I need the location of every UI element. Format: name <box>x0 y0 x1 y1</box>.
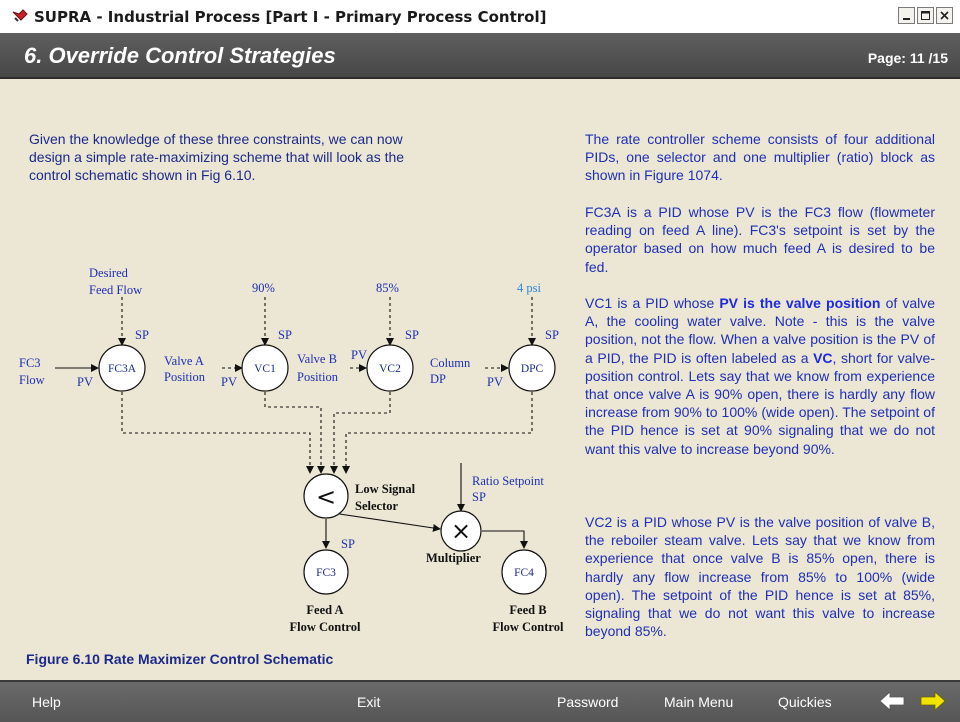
label-pv-fc3a: PV <box>77 375 93 389</box>
label-feed-a-flow-control: Flow Control <box>289 620 361 634</box>
label-sp-fc3: SP <box>341 537 355 551</box>
node-fc3-label: FC3 <box>316 567 336 579</box>
label-sp-vc1: SP <box>278 328 292 342</box>
figure-caption: Figure 6.10 Rate Maximizer Control Schematic <box>26 651 334 667</box>
label-low-signal: Low Signal <box>355 482 416 496</box>
paragraph-vc1-text-e: , short for valve-position control. Lets say that we know from experience that once valve A is 90% open, there is hardly any flow increase from 90% to 100% (wide open). The setpoint of the PID hence is set at 90% signaling that we do not want this valve to increase beyond 90%. <box>585 349 935 457</box>
label-sp-90: 90% <box>252 281 275 295</box>
node-fc3a-label: FC3A <box>107 363 137 375</box>
app-icon <box>12 9 28 23</box>
node-fc4-label: FC4 <box>514 567 534 579</box>
paragraph-rate-controller: The rate controller scheme consists of four additional PIDs, one selector and one multiplier (ratio) block as shown in Figure 1074. <box>585 131 935 184</box>
label-sp-85: 85% <box>376 281 399 295</box>
paragraph-fc3a: FC3A is a PID whose PV is the FC3 flow (flowmeter reading on feed A line). FC3's setpoint is set by the operator based on how much feed A is desired to be fed. <box>585 204 935 275</box>
selector-to-multiplier <box>326 512 440 529</box>
page-indicator: Page: 11 /15 <box>867 50 948 66</box>
output-dpc <box>346 392 532 473</box>
window-title-bar <box>0 0 960 34</box>
control-schematic <box>10 255 580 645</box>
maximize-button[interactable] <box>917 7 934 24</box>
page-title: 6. Override Control Strategies <box>24 43 336 68</box>
label-feed-b: Feed B <box>509 603 547 617</box>
node-vc2-label: VC2 <box>379 363 401 375</box>
help-button[interactable]: Help <box>32 694 61 710</box>
label-desired: Desired <box>89 266 128 280</box>
label-sp-dpc: SP <box>545 328 559 342</box>
label-selector: Selector <box>355 499 399 513</box>
paragraph-vc1-emphasis-pv: PV is the valve position <box>719 295 881 311</box>
next-arrow-icon[interactable] <box>920 691 946 711</box>
paragraph-vc1-text-c: of valve A, the cooling water valve. Note - this is the valve position, not the flow. When a valve position is the PV of a PID, the PID is often labeled as a <box>585 295 935 366</box>
label-fc3-input: FC3 <box>19 356 41 370</box>
label-sp-vc2: SP <box>405 328 419 342</box>
label-feed-flow: Feed Flow <box>89 283 143 297</box>
intro-paragraph: Given the knowledge of these three constraints, we can now design a simple rate-maximizing scheme that will look as the control schematic shown in Fig 6.10. <box>29 131 405 184</box>
main-menu-button[interactable]: Main Menu <box>664 694 734 710</box>
window-title: SUPRA - Industrial Process [Part I - Primary Process Control] <box>34 8 547 26</box>
close-icon <box>937 8 952 23</box>
label-sp-ratio: SP <box>472 490 486 504</box>
label-pv-vc1: PV <box>221 375 237 389</box>
minimize-icon <box>899 8 914 23</box>
quickies-button[interactable]: Quickies <box>778 694 832 710</box>
multiplier-symbol: × <box>450 517 472 545</box>
minimize-button[interactable] <box>898 7 915 24</box>
footer-nav <box>0 680 960 722</box>
exit-button[interactable]: Exit <box>357 694 381 710</box>
label-feed-a: Feed A <box>306 603 344 617</box>
paragraph-vc2: VC2 is a PID whose PV is the valve position of valve B, the reboiler steam valve. Lets say that we know from experience that once valve B is 85% open, there is hardly any flow increase from 85% to 100% (wide open). The setpoint of the PID hence is set at 85%, signaling that we do not want this valve to increase beyond 85%. <box>585 514 935 640</box>
label-valve-b-position: Position <box>297 370 338 384</box>
node-dpc-label: DPC <box>520 363 544 375</box>
label-column-dp: DP <box>430 372 446 386</box>
back-arrow-icon[interactable] <box>879 691 905 711</box>
password-button[interactable]: Password <box>557 694 619 710</box>
label-ratio-setpoint: Ratio Setpoint <box>472 474 544 488</box>
paragraph-vc1-emphasis-vc: VC <box>813 349 833 366</box>
label-pv-vc2: PV <box>351 348 367 362</box>
multiplier-to-fc4 <box>482 531 524 548</box>
label-valve-a-position: Position <box>164 370 205 384</box>
label-feed-b-flow-control: Flow Control <box>492 620 564 634</box>
close-button[interactable] <box>936 7 953 24</box>
label-pv-dpc: PV <box>487 375 503 389</box>
label-flow-input: Flow <box>19 373 45 387</box>
node-vc1-label: VC1 <box>254 363 276 375</box>
selector-symbol: < <box>315 483 337 511</box>
label-valve-b: Valve B <box>297 352 337 366</box>
paragraph-vc1 <box>585 294 935 458</box>
label-valve-a: Valve A <box>164 354 204 368</box>
label-sp-4psi: 4 psi <box>517 281 541 295</box>
label-sp-fc3a: SP <box>135 328 149 342</box>
label-multiplier: Multiplier <box>426 551 481 565</box>
page-header <box>0 33 960 79</box>
maximize-icon <box>918 8 933 23</box>
label-column: Column <box>430 356 471 370</box>
output-fc3a <box>122 392 310 473</box>
paragraph-vc1-text-a: VC1 is a PID whose <box>585 295 720 311</box>
